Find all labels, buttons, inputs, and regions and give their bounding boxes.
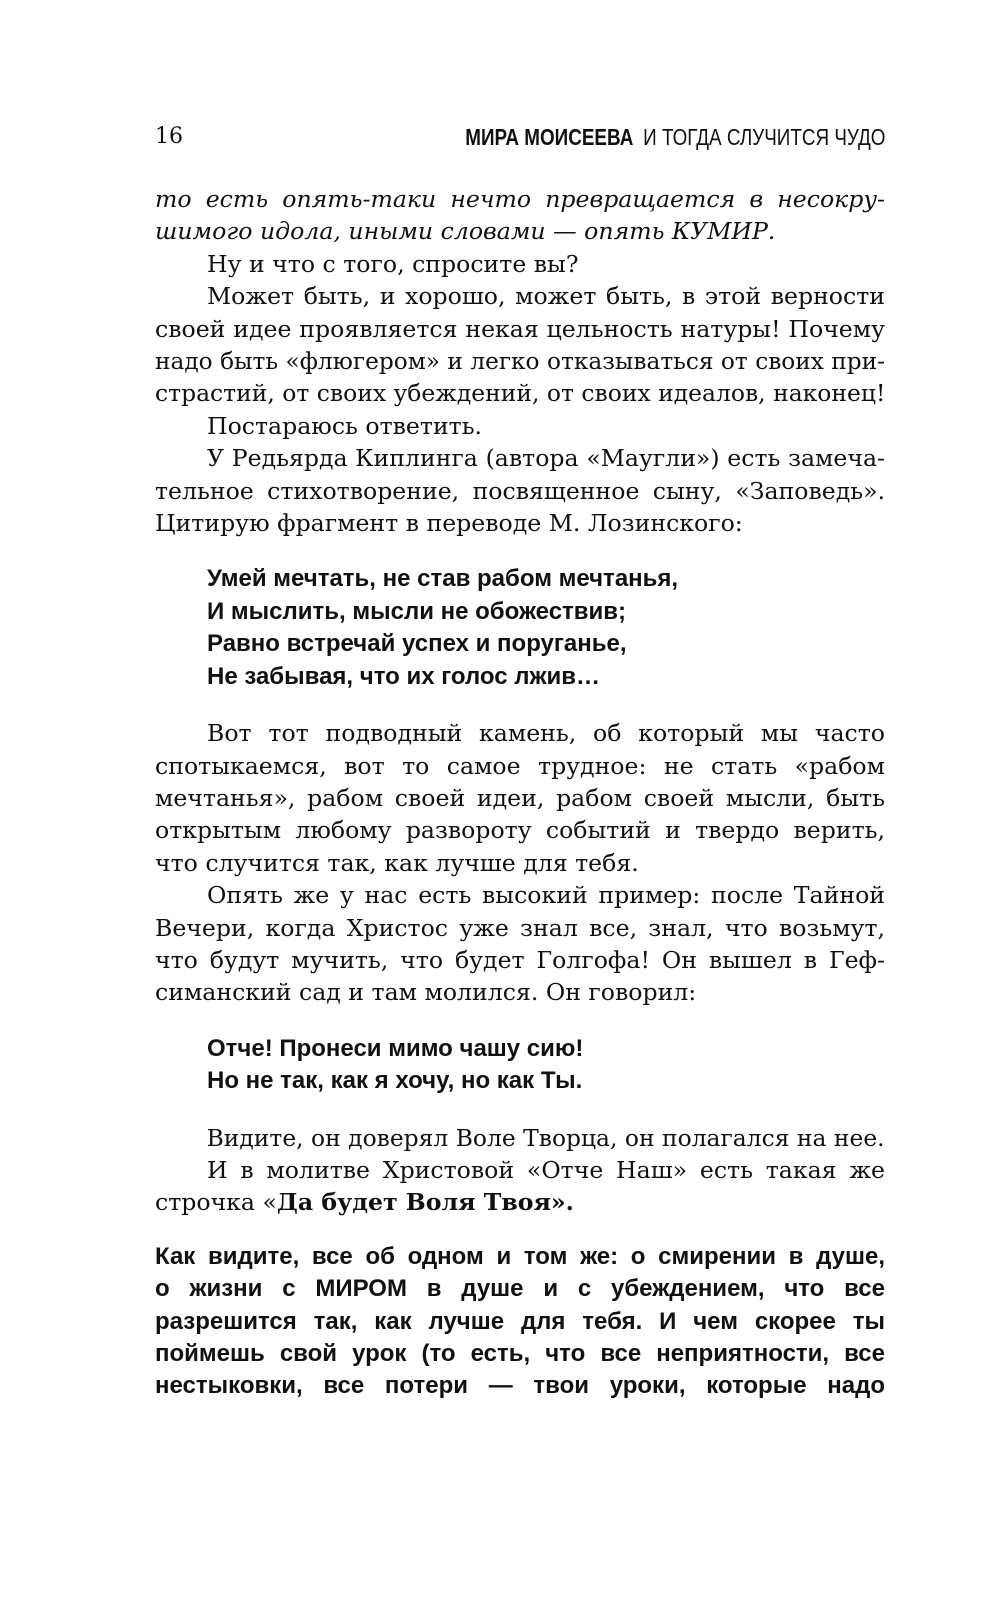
text-fragment: ». [550,1188,574,1217]
text-line: шимого идола, иными словами — опять КУМИР. [155,217,776,246]
text-line: что будут мучить, что будет Голгофа! Он вышел в Геф- [155,945,885,974]
paragraph-8 [155,1122,885,1154]
page-number: 16 [155,124,183,149]
text-line-with-bold [155,1186,885,1218]
paragraph-1 [155,183,885,248]
text-line: Видите, он доверял Воле Творца, он полагался на нее. [206,1123,885,1152]
text-line: И в молитве Христовой «Отче Наш» есть такая же [207,1155,885,1184]
paragraph-5 [155,442,885,539]
text-line: Ну и что с того, спросите вы? [207,249,579,278]
text-line: поймешь свой урок (то есть, что все неприятности, все [155,1340,885,1367]
text-line: Опять же у нас есть высокий пример: после Тайной [207,881,885,910]
text-line: то есть опять-таки нечто превращается в несокру- [155,185,885,213]
text-line: тельное стихотворение, посвященное сыну, «Заповедь». [155,476,885,505]
text-line: нестыковки, все потери — твои уроки, которые надо [155,1372,885,1400]
paragraph-3 [155,280,885,410]
author-name: МИРА МОИСЕЕВА [464,124,633,150]
text-line: разрешится так, как лучше для тебя. И чем скорее ты [155,1307,885,1335]
bold-paragraph [155,1241,885,1403]
page-header [155,124,885,160]
text-line: Как видите, все об одном и том же: о смирении в душе, [155,1242,885,1270]
text-line: Цитирую фрагмент в переводе М. Лозинского: [155,509,743,538]
book-title: И ТОГДА СЛУЧИТСЯ ЧУДО [642,124,885,150]
text-line: спотыкаемся, вот то самое трудное: не стать «рабом [155,751,885,780]
text-line: мечтанья», рабом своей идеи, рабом своей мысли, быть [155,783,885,812]
poem-line: Но не так, как я хочу, но как Ты. [207,1067,583,1095]
text-line: своей идее проявляется некая цельность натуры! Почему [155,314,885,343]
bold-phrase: Да будет Воля Твоя [276,1188,551,1217]
text-fragment: строчка « [155,1188,277,1217]
text-line: страстий, от своих убеждений, от своих идеалов, наконец! [155,379,886,408]
poem-line: Не забывая, что их голос лжив… [207,662,601,690]
paragraph-2 [155,248,885,280]
poem-line: Умей мечтать, не став рабом мечтанья, [207,565,679,593]
page-body [155,183,885,1403]
paragraph-4 [155,410,885,442]
text-line: о жизни с МИРОМ в душе и с убеждением, что все [155,1275,885,1303]
poem-line: И мыслить, мысли не обожествив; [207,597,627,625]
running-head [465,124,885,151]
poem-line: Отче! Пронеси мимо чашу сию! [207,1034,584,1062]
text-line: Может быть, и хорошо, может быть, в этой верности [207,282,885,311]
paragraph-9 [155,1154,885,1219]
text-line: Постараюсь ответить. [207,411,483,440]
text-line: У Редьярда Киплинга (автора «Маугли») есть замеча- [207,444,885,473]
text-line: симанский сад и там молился. Он говорил: [155,978,697,1007]
poem-quote-kipling [207,563,885,693]
poem-quote-prayer [207,1033,885,1098]
paragraph-7 [155,879,885,1009]
text-line: открытым любому развороту событий и твердо верить, [155,816,885,845]
text-line: Вот тот подводный камень, об который мы часто [207,719,885,748]
text-line: надо быть «флюгером» и легко отказываться от своих при- [155,347,886,376]
poem-line: Равно встречай успех и поруганье, [207,630,627,658]
text-line: что случится так, как лучше для тебя. [155,848,639,877]
paragraph-6 [155,717,885,879]
text-line: Вечери, когда Христос уже знал все, знал, что возьмут, [155,913,885,942]
